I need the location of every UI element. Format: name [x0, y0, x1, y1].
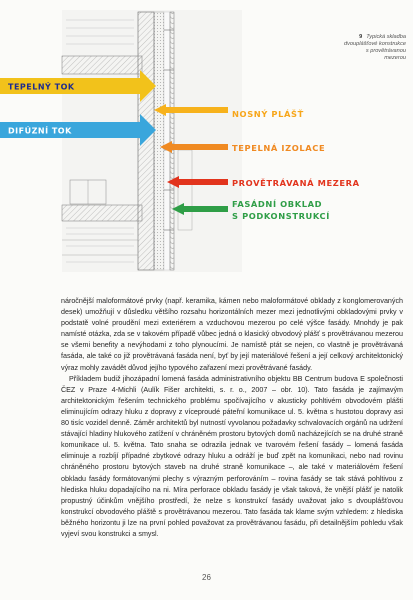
insulation-layer [154, 12, 164, 270]
body-text [61, 296, 403, 540]
figure-caption-text: Typická skladba dvouplášťové konstrukce s provětrávanou mezerou [344, 34, 406, 61]
heat-flow-label: TEPELNÝ TOK [8, 82, 75, 92]
page-number: 26 [202, 573, 211, 582]
air-gap [164, 12, 170, 270]
provetravana-mezera-label: PROVĚTRÁVANÁ MEZERA [232, 178, 360, 188]
paragraph-2: Příkladem budiž jihozápadní lomená fasáda administrativního objektu BB Centrum budova E společnosti ČEZ v Praze 4-Michli (Aulík Fišer architekti, s. r. o., 2007 – obr. 10). Tato fasáda je zajímavým architektonickým řešením technického problému spočívajícího v akusticky pohltivém obvodovém plášti eliminujícím odrazy hluku z dopravy z víceproudé páteřní komunikace ul. 5. května s hustotou dopravy asi 80 tisíc vozidel denně. Záměr architektů byl nutností vyvolanou požadavky schvalovacích orgánů na udržení stávající hladiny hlukového zatížení v chráněném prostoru bytových domů nacházejících se na druhé straně komunikace ul. 5. května. Tato snaha se odrazila jednak ve tvarovém řešení fasády – lomená fasáda eliminuje a rozbíjí případné zbytkové odrazy hluku a odráží je buď zpět na komunikaci, nebo nad rovinu chráněného prostoru bytových staveb na druhé straně komunikace –, ale také v materiálovém řešení obkladu fasády formátovanými plechy s výrazným perforováním – rovina fasády se tak stává pohltivou z hlediska hluku dopadajícího na ni. Míra perforace obkladu fasády je však taková, že vnější plášť je natolik propustný účinkům vnějšího prostředí, že nelze s konstrukcí fasády uvažovat jako s dvouplášťovou konstrukcí obvodového pláště s provětrávanou mezerou. Tato fasáda tak klame svým vzhledem: z hlediska běžného horizontu ji lze na první pohled považovat za provětrávanou fasádu, při detailnějším pohledu však vyjeví svou konstrukci a smysl. [61, 374, 403, 538]
figure-caption [344, 34, 406, 62]
paragraph-1: náročnější maloformátové prvky (např. keramika, kámen nebo maloformátové obklady z konglomerovaných desek) umožňují v důsledku většího rozsahu horizontálních mezer mezi jednotlivými obkladovými prvky v podstatě volné proudění mezi exteriérem a vzduchovou mezerou po celé výšce fasády. Mnohdy je pak namísté otázka, zda se v takovém případě vůbec jedná o klasický obvodový plášť s provětrávanou mezerou se všemi benefity a nevýhodami z toho plynoucími. Je namístě ptát se nejen, co vlastně je provětrávaná fasáda, ale také co již provětrávaná fasáda není, byť by její materiálové řešení a její celkový architektonický výraz mohly zavádět důvod jejího typového zařazení mezi provětrávané fasády. [61, 297, 403, 372]
slab-bottom [62, 205, 142, 221]
slab-top [62, 56, 142, 74]
figure-number: 9 [359, 34, 363, 40]
nosny-plast-label: NOSNÝ PLÁŠŤ [232, 109, 304, 119]
fasadni-obklad-label-1: FASÁDNÍ OBKLAD [232, 199, 323, 209]
diffusion-flow-label: DIFÚZNÍ TOK [8, 126, 72, 136]
fasadni-obklad-label-2: S PODKONSTRUKCÍ [232, 211, 330, 221]
tepelna-izolace-label: TEPELNÁ IZOLACE [232, 143, 326, 153]
